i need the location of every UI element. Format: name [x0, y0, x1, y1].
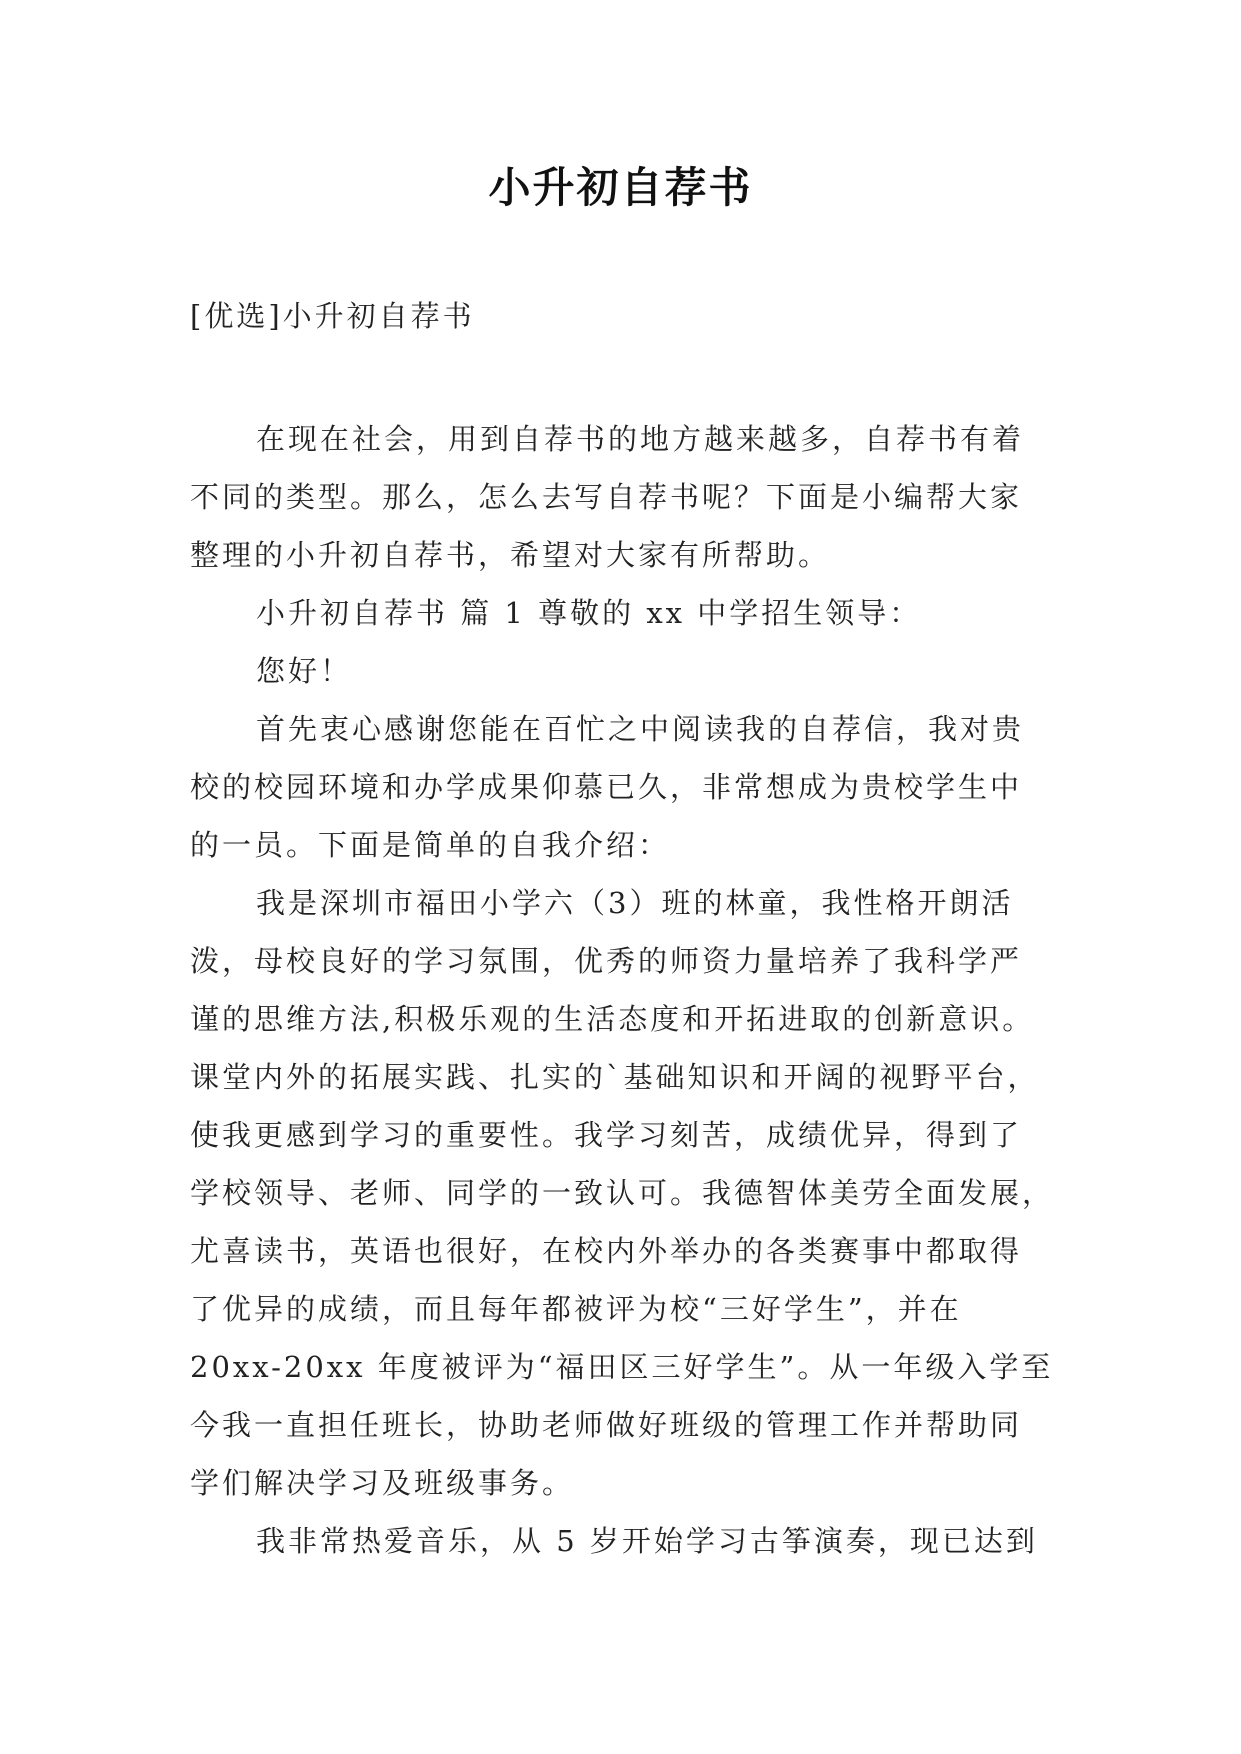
paragraph-line: 20xx-20xx 年度被评为“福田区三好学生”。从一年级入学至: [190, 1350, 1054, 1384]
paragraph-line: 尤喜读书，英语也很好，在校内外举办的各类赛事中都取得: [190, 1234, 1023, 1268]
paragraph-line: 了优异的成绩，而且每年都被评为校“三好学生”，并在: [190, 1292, 962, 1326]
paragraph-line: 谨的思维方法,积极乐观的生活态度和开拓进取的创新意识。: [190, 1002, 1035, 1036]
paragraph-line: 您好！: [256, 654, 353, 688]
paragraph-line: 的一员。下面是简单的自我介绍：: [190, 828, 671, 862]
paragraph-line: 我是深圳市福田小学六（3）班的林童，我性格开朗活: [256, 886, 1014, 920]
paragraph: [190, 410, 1056, 584]
paragraph-line: 泼，母校良好的学习氛围，优秀的师资力量培养了我科学严: [190, 944, 1023, 978]
paragraph-line: 今我一直担任班长，协助老师做好班级的管理工作并帮助同: [190, 1408, 1023, 1442]
paragraph: [190, 642, 1056, 700]
paragraph: [190, 874, 1056, 1512]
paragraph-line: 在现在社会，用到自荐书的地方越来越多，自荐书有着: [256, 422, 1025, 456]
paragraph-line: 我非常热爱音乐，从 5 岁开始学习古筝演奏，现已达到: [256, 1524, 1038, 1558]
paragraph-line: 小升初自荐书 篇 1 尊敬的 xx 中学招生领导：: [256, 596, 922, 630]
paragraph-line: 学校领导、老师、同学的一致认可。我德智体美劳全面发展，: [190, 1176, 1055, 1210]
paragraph: [190, 700, 1056, 874]
paragraph-line: 整理的小升初自荐书，希望对大家有所帮助。: [190, 538, 831, 572]
paragraph-line: 课堂内外的拓展实践、扎实的`基础知识和开阔的视野平台，: [190, 1060, 1040, 1094]
document-subtitle: [优选]小升初自荐书: [190, 299, 475, 333]
document-body: [190, 410, 1056, 1570]
paragraph-line: 使我更感到学习的重要性。我学习刻苦，成绩优异，得到了: [190, 1118, 1023, 1152]
paragraph: [190, 1512, 1056, 1570]
paragraph-line: 学们解决学习及班级事务。: [190, 1466, 575, 1500]
paragraph-line: 不同的类型。那么，怎么去写自荐书呢？下面是小编帮大家: [190, 480, 1023, 514]
paragraph: [190, 584, 1056, 642]
paragraph-line: 首先衷心感谢您能在百忙之中阅读我的自荐信，我对贵: [256, 712, 1025, 746]
paragraph-line: 校的校园环境和办学成果仰慕已久，非常想成为贵校学生中: [190, 770, 1023, 804]
document-title: 小升初自荐书: [488, 163, 753, 212]
